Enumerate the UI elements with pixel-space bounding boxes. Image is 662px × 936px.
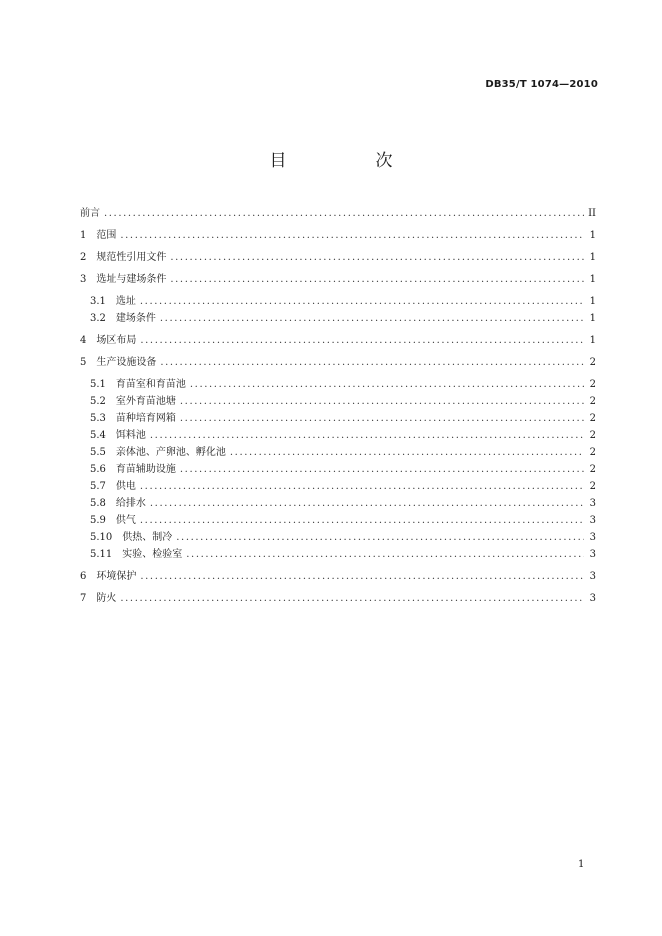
toc-entry-label: 前言 xyxy=(80,208,100,219)
toc-entry-number: 5.2 xyxy=(90,396,106,407)
toc-entry-number: 3 xyxy=(80,274,87,285)
toc-entry-number: 5.8 xyxy=(90,498,106,509)
toc-leader-dots xyxy=(120,590,584,607)
toc-entry-number: 5.7 xyxy=(90,481,106,492)
toc-leader-dots xyxy=(170,271,584,288)
toc-entry-number: 5.11 xyxy=(90,549,113,560)
toc-entry-page: 2 xyxy=(589,464,596,475)
toc-entry-number: 5.1 xyxy=(90,379,106,390)
toc-entry-number: 2 xyxy=(80,252,87,263)
toc-entry-label: 给排水 xyxy=(115,498,146,509)
toc-entry-page: 2 xyxy=(589,413,596,424)
toc-leader-dots xyxy=(180,461,584,478)
toc-entry-5-11[interactable] xyxy=(80,546,596,563)
toc-entry-number: 5.6 xyxy=(90,464,106,475)
toc-entry-5[interactable] xyxy=(80,354,596,371)
toc-entry-label: 室外育苗池塘 xyxy=(115,396,176,407)
toc-entry-3-2[interactable] xyxy=(80,310,596,327)
toc-entry-foreword[interactable] xyxy=(80,205,596,222)
toc-entry-page: 1 xyxy=(589,274,596,285)
toc-entry-number: 4 xyxy=(80,335,87,346)
toc-entry-page: 3 xyxy=(589,498,596,509)
toc-entry-number: 5 xyxy=(80,357,87,368)
toc-entry-5-1[interactable] xyxy=(80,376,596,393)
document-code: DB35/T 1074—2010 xyxy=(485,79,598,90)
toc-entry-label: 亲体池、产卵池、孵化池 xyxy=(115,447,226,458)
toc-entry-page: 1 xyxy=(589,252,596,263)
toc-entry-label: 规范性引用文件 xyxy=(96,252,167,263)
toc-entry-label: 选址 xyxy=(115,296,136,307)
toc-entry-page: 2 xyxy=(589,379,596,390)
toc-leader-dots xyxy=(140,332,584,349)
toc-leader-dots xyxy=(104,205,584,222)
toc-entry-page: 1 xyxy=(589,230,596,241)
toc-entry-label: 范围 xyxy=(96,230,117,241)
toc-leader-dots xyxy=(170,249,584,266)
toc-entry-label: 育苗室和育苗池 xyxy=(115,379,186,390)
toc-entry-label: 饵料池 xyxy=(115,430,146,441)
toc-entry-5-8[interactable] xyxy=(80,495,596,512)
toc-entry-number: 3.1 xyxy=(90,296,106,307)
toc-leader-dots xyxy=(150,495,584,512)
toc-entry-5-5[interactable] xyxy=(80,444,596,461)
toc-entry-5-2[interactable] xyxy=(80,393,596,410)
toc-entry-page: 3 xyxy=(589,532,596,543)
toc-leader-dots xyxy=(140,512,584,529)
toc-entry-label: 育苗辅助设施 xyxy=(115,464,176,475)
toc-leader-dots xyxy=(140,293,584,310)
toc-entry-label: 供热、制冷 xyxy=(122,532,173,543)
table-of-contents xyxy=(80,200,596,607)
toc-entry-label: 生产设施设备 xyxy=(96,357,157,368)
toc-leader-dots xyxy=(180,393,584,410)
toc-entry-number: 3.2 xyxy=(90,313,106,324)
toc-entry-label: 苗种培育网箱 xyxy=(115,413,176,424)
toc-entry-label: 建场条件 xyxy=(115,313,156,324)
toc-entry-number: 7 xyxy=(80,593,87,604)
toc-leader-dots xyxy=(160,354,584,371)
toc-entry-page: 3 xyxy=(589,571,596,582)
toc-entry-5-10[interactable] xyxy=(80,529,596,546)
toc-entry-number: 5.10 xyxy=(90,532,113,543)
toc-leader-dots xyxy=(230,444,584,461)
toc-entry-5-3[interactable] xyxy=(80,410,596,427)
toc-entry-3[interactable] xyxy=(80,271,596,288)
toc-entry-page: 3 xyxy=(589,593,596,604)
toc-entry-5-9[interactable] xyxy=(80,512,596,529)
toc-leader-dots xyxy=(140,568,584,585)
toc-entry-5-7[interactable] xyxy=(80,478,596,495)
toc-entry-2[interactable] xyxy=(80,249,596,266)
toc-entry-page: 2 xyxy=(589,447,596,458)
toc-entry-label: 选址与建场条件 xyxy=(96,274,167,285)
toc-entry-page: 2 xyxy=(589,430,596,441)
toc-entry-page: 1 xyxy=(589,296,596,307)
toc-entry-page: 3 xyxy=(589,549,596,560)
toc-entry-page: 2 xyxy=(589,481,596,492)
toc-entry-page: 1 xyxy=(589,335,596,346)
toc-entry-number: 5.9 xyxy=(90,515,106,526)
page-number: 1 xyxy=(578,859,585,870)
toc-entry-label: 实验、检验室 xyxy=(122,549,183,560)
toc-entry-number: 5.3 xyxy=(90,413,106,424)
toc-leader-dots xyxy=(140,478,584,495)
toc-entry-page: 2 xyxy=(589,396,596,407)
toc-entry-label: 防火 xyxy=(96,593,117,604)
toc-leader-dots xyxy=(150,427,584,444)
toc-entry-7[interactable] xyxy=(80,590,596,607)
toc-leader-dots xyxy=(186,546,584,563)
toc-entry-number: 5.5 xyxy=(90,447,106,458)
toc-leader-dots xyxy=(180,410,584,427)
page-title: 目 次 xyxy=(269,151,429,171)
toc-entry-page: 3 xyxy=(589,515,596,526)
toc-entry-label: 供电 xyxy=(115,481,136,492)
toc-entry-page: 1 xyxy=(589,313,596,324)
toc-entry-page: 2 xyxy=(589,357,596,368)
toc-entry-5-6[interactable] xyxy=(80,461,596,478)
toc-entry-1[interactable] xyxy=(80,227,596,244)
toc-leader-dots xyxy=(176,529,584,546)
toc-entry-4[interactable] xyxy=(80,332,596,349)
toc-entry-3-1[interactable] xyxy=(80,293,596,310)
toc-leader-dots xyxy=(190,376,584,393)
toc-entry-label: 场区布局 xyxy=(96,335,137,346)
toc-entry-6[interactable] xyxy=(80,568,596,585)
toc-leader-dots xyxy=(120,227,584,244)
toc-entry-number: 5.4 xyxy=(90,430,106,441)
toc-entry-label: 环境保护 xyxy=(96,571,137,582)
toc-entry-5-4[interactable] xyxy=(80,427,596,444)
toc-entry-number: 1 xyxy=(80,230,87,241)
toc-entry-page: II xyxy=(588,208,596,219)
toc-entry-number: 6 xyxy=(80,571,87,582)
toc-entry-label: 供气 xyxy=(115,515,136,526)
toc-leader-dots xyxy=(160,310,584,327)
